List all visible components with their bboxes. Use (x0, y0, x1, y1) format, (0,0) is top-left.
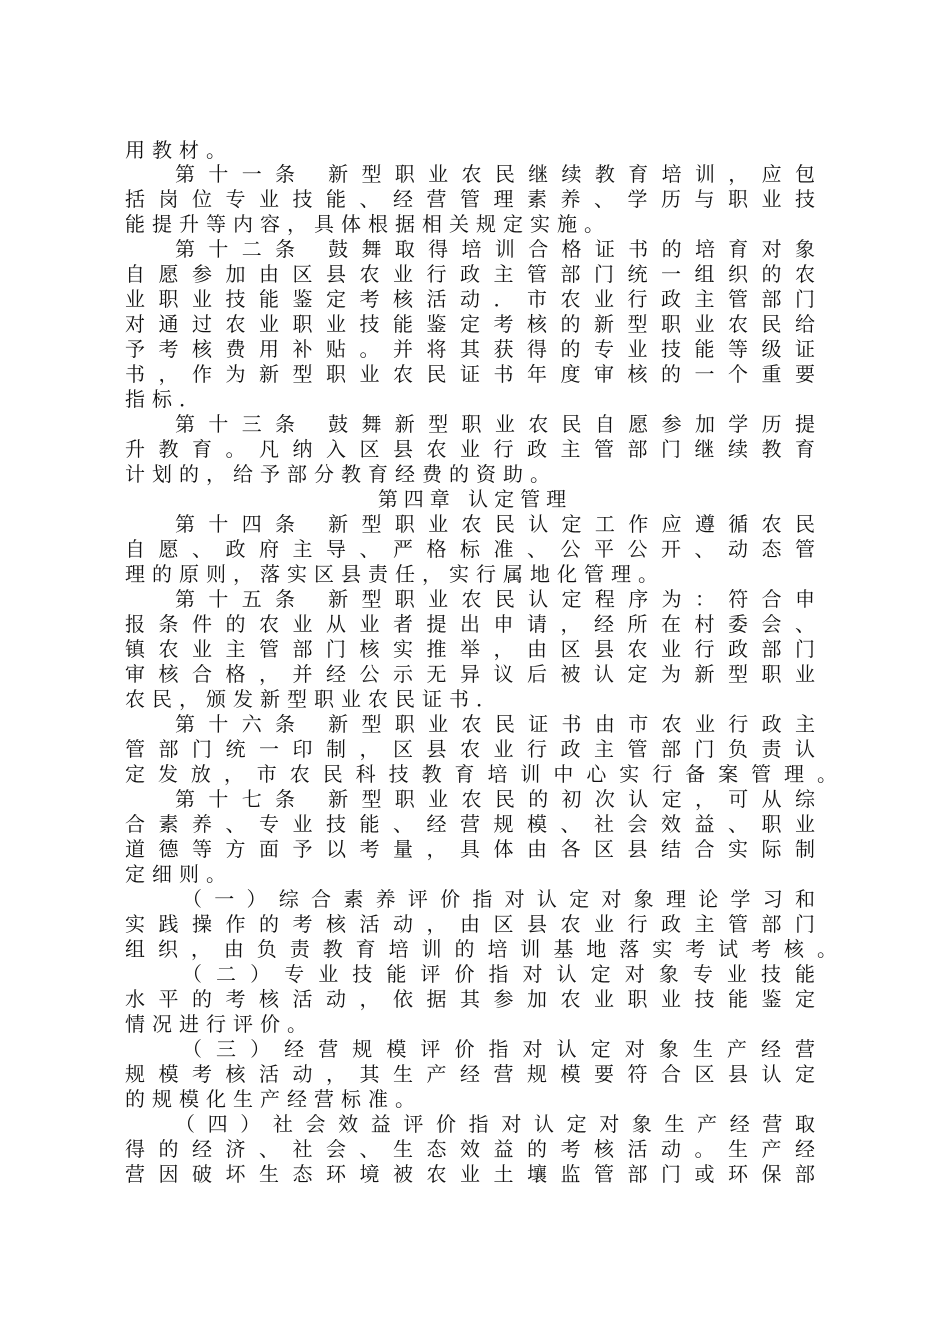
text-line: 营因破坏生态环境被农业土壤监管部门或环保部 (125, 1162, 815, 1186)
text-line: 农民，颁发新型职业农民证书． (125, 687, 503, 711)
text-line: 管部门统一印制，区县农业行政主管部门负责认 (125, 737, 815, 761)
text-line: 括岗位专业技能、经营管理素养、学历与职业技 (125, 187, 815, 211)
item-3-line: （三）经营规模评价指对认定对象生产经营 (182, 1037, 815, 1061)
text-line: 实践操作的考核活动，由区县农业行政主管部门 (125, 912, 815, 936)
text-line: 的规模化生产经营标准。 (125, 1087, 422, 1111)
chapter-heading: 第四章 认定管理 (377, 487, 573, 511)
text-line: 情况进行评价。 (125, 1012, 314, 1036)
text-line: 规模考核活动，其生产经营规模要符合区县认定 (125, 1062, 815, 1086)
text-line: 得的经济、社会、生态效益的考核活动。生产经 (125, 1137, 815, 1161)
article-13-line: 第十三条 鼓舞新型职业农民自愿参加学历提 (175, 412, 815, 436)
text-line: 自愿、政府主导、严格标准、公平公开、动态管 (125, 537, 815, 561)
text-line: 合素养、专业技能、经营规模、社会效益、职业 (125, 812, 815, 836)
text-line: 定细则。 (125, 862, 233, 886)
text-line: 计划的，给予部分教育经费的资助。 (125, 462, 557, 486)
text-line: 能提升等内容，具体根据相关规定实施。 (125, 212, 611, 236)
article-16-line: 第十六条 新型职业农民证书由市农业行政主 (175, 712, 815, 736)
text-line: 审核合格，并经公示无异议后被认定为新型职业 (125, 662, 815, 686)
text-line: 指标． (125, 387, 206, 411)
text-line: 升教育。凡纳入区县农业行政主管部门继续教育 (125, 437, 815, 461)
article-14-line: 第十四条 新型职业农民认定工作应遵循农民 (175, 512, 815, 536)
article-15-line: 第十五条 新型职业农民认定程序为：符合申 (175, 587, 815, 611)
text-line: 水平的考核活动，依据其参加农业职业技能鉴定 (125, 987, 815, 1011)
text-line: 对通过农业职业技能鉴定考核的新型职业农民给 (125, 312, 815, 336)
article-11-line: 第十一条 新型职业农民继续教育培训，应包 (175, 162, 815, 186)
text-line: 组织，由负责教育培训的培训基地落实考试考核。 (125, 937, 837, 961)
text-line: 理的原则，落实区县责任，实行属地化管理。 (125, 562, 665, 586)
text-line: 书，作为新型职业农民证书年度审核的一个重要 (125, 362, 815, 386)
article-17-line: 第十七条 新型职业农民的初次认定，可从综 (175, 787, 815, 811)
text-line: 予考核费用补贴。并将其获得的专业技能等级证 (125, 337, 815, 361)
article-12-line: 第十二条 鼓舞取得培训合格证书的培育对象 (175, 237, 815, 261)
item-2-line: （二）专业技能评价指对认定对象专业技能 (182, 962, 815, 986)
text-line: 定发放，市农民科技教育培训中心实行备案管理。 (125, 762, 837, 786)
text-line: 道德等方面予以考量，具体由各区县结合实际制 (125, 837, 815, 861)
text-line: 报条件的农业从业者提出申请，经所在村委会、 (125, 612, 815, 636)
text-line: 自愿参加由区县农业行政主管部门统一组织的农 (125, 262, 815, 286)
item-4-line: （四）社会效益评价指对认定对象生产经营取 (175, 1112, 815, 1136)
text-line: 镇农业主管部门核实推举，由区县农业行政部门 (125, 637, 815, 661)
text-line: 用教材。 (125, 138, 233, 162)
item-1-line: （一）综合素养评价指对认定对象理论学习和 (182, 887, 815, 911)
text-line: 业职业技能鉴定考核活动．市农业行政主管部门 (125, 287, 815, 311)
